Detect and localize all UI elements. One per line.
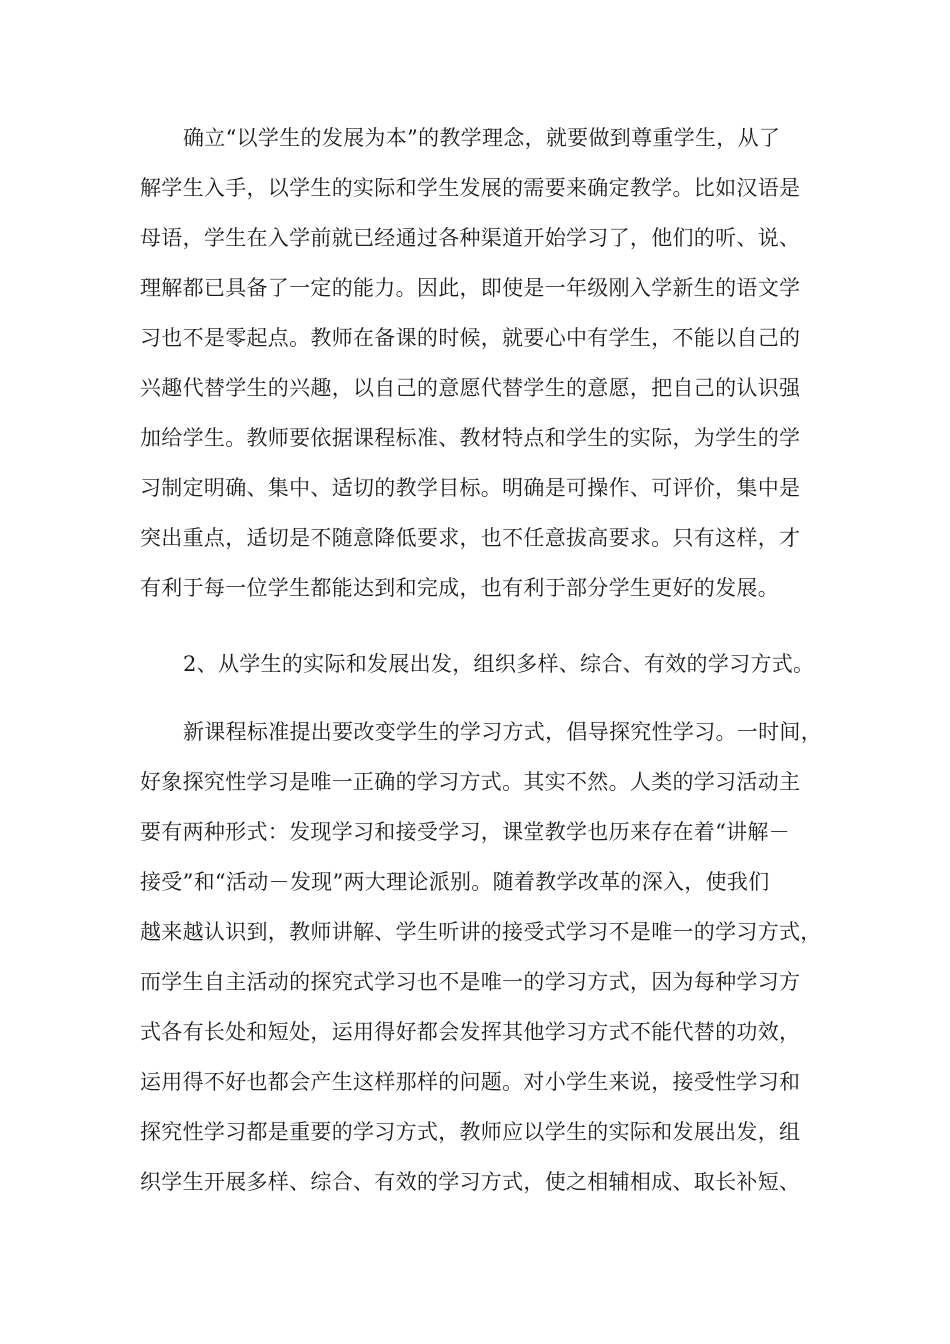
text-line: 加给学生。教师要依据课程标准、教材特点和学生的实际，为学生的学 bbox=[140, 426, 801, 450]
text-line: 要有两种形式：发现学习和接受学习，课堂教学也历来存在着“讲解－ bbox=[140, 820, 791, 844]
text-line: 而学生自主活动的探究式学习也不是唯一的学习方式，因为每种学习方 bbox=[140, 970, 801, 994]
text-line: 兴趣代替学生的兴趣，以自己的意愿代替学生的意愿，把自己的认识强 bbox=[140, 376, 801, 400]
text-line: 确立“以学生的发展为本”的教学理念，就要做到尊重学生，从了 bbox=[183, 126, 781, 150]
text-line: 新课程标准提出要改变学生的学习方式，倡导探究性学习。一时间， bbox=[183, 720, 822, 744]
text-line: 解学生入手，以学生的实际和学生发展的需要来确定教学。比如汉语是 bbox=[140, 176, 801, 200]
text-line: 有利于每一位学生都能达到和完成，也有利于部分学生更好的发展。 bbox=[140, 576, 779, 600]
heading-line: 2、从学生的实际和发展出发，组织多样、综合、有效的学习方式。 bbox=[183, 652, 815, 676]
text-line: 织学生开展多样、综合、有效的学习方式，使之相辅相成、取长补短、 bbox=[140, 1170, 801, 1194]
text-line: 式各有长处和短处，运用得好都会发挥其他学习方式不能代替的功效， bbox=[140, 1020, 801, 1044]
text-line: 突出重点，适切是不随意降低要求，也不任意拔高要求。只有这样，才 bbox=[140, 526, 801, 550]
text-line: 探究性学习都是重要的学习方式，教师应以学生的实际和发展出发，组 bbox=[140, 1120, 801, 1144]
text-line: 理解都已具备了一定的能力。因此，即使是一年级刚入学新生的语文学 bbox=[140, 276, 801, 300]
text-line: 越来越认识到，教师讲解、学生听讲的接受式学习不是唯一的学习方式， bbox=[140, 920, 822, 944]
text-line: 运用得不好也都会产生这样那样的问题。对小学生来说，接受性学习和 bbox=[140, 1070, 801, 1094]
text-line: 接受”和“活动－发现”两大理论派别。随着教学改革的深入，使我们 bbox=[140, 870, 770, 894]
text-line: 习制定明确、集中、适切的教学目标。明确是可操作、可评价，集中是 bbox=[140, 476, 801, 500]
text-line: 母语，学生在入学前就已经通过各种渠道开始学习了，他们的听、说、 bbox=[140, 226, 801, 250]
text-line: 好象探究性学习是唯一正确的学习方式。其实不然。人类的学习活动主 bbox=[140, 770, 801, 794]
text-line: 习也不是零起点。教师在备课的时候，就要心中有学生，不能以自己的 bbox=[140, 326, 801, 350]
